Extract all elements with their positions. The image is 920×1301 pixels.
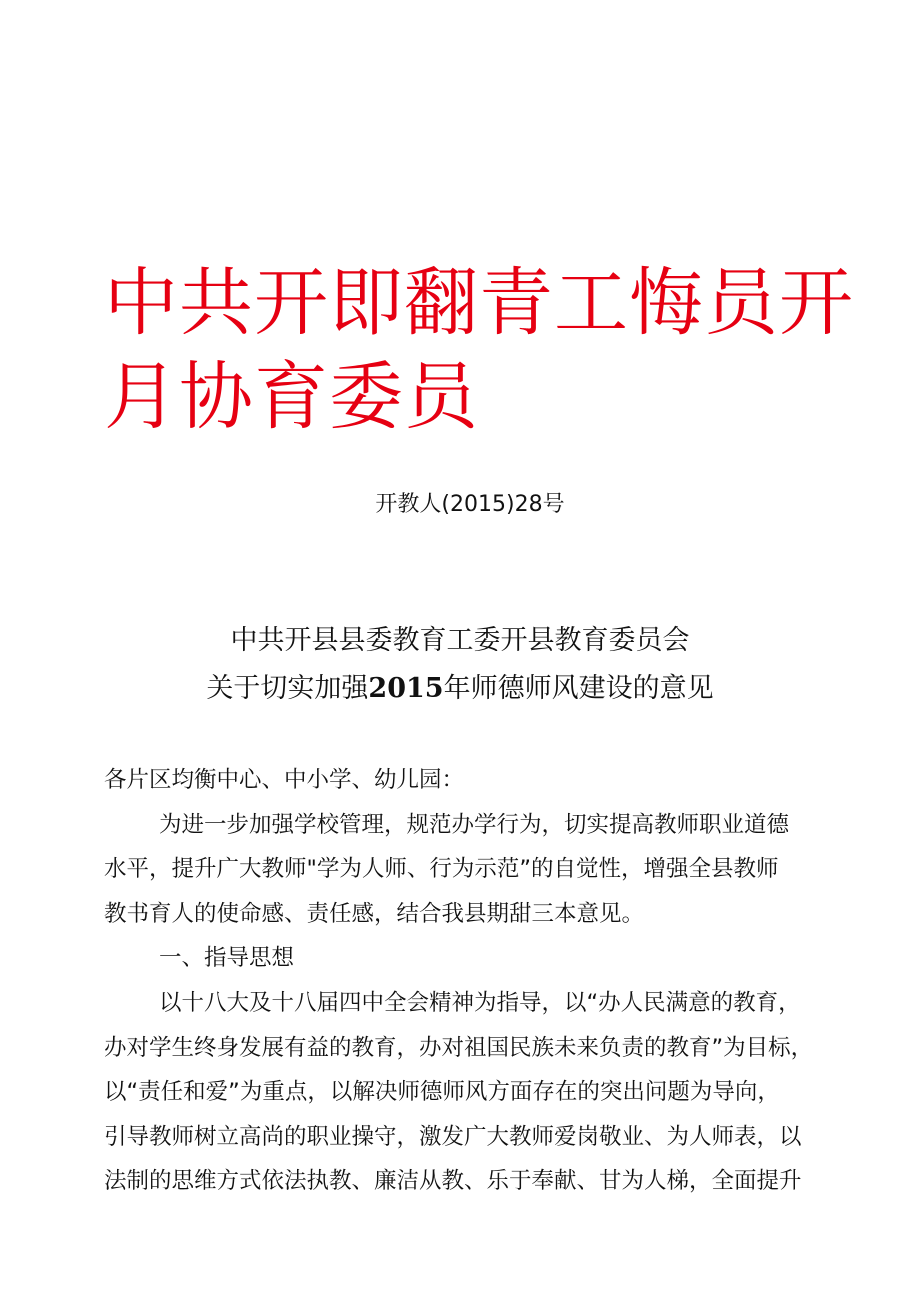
letterhead-line-1: 中共开即翻青工悔员开 [104,260,854,346]
paragraph-line: 以十八大及十八届四中全会精神为指导，以“办人民满意的教育， [159,989,801,1016]
document-body [104,758,824,1204]
paragraph-line: 为进一步加强学校管理，规范办学行为，切实提高教师职业道德 [159,811,790,838]
paragraph-line: 引导教师树立高尚的职业操守，激发广大教师爱岗敬业、为人师表，以 [104,1123,802,1150]
document-title [0,617,920,713]
title-line-2-prefix: 关于切实加强 [206,673,369,704]
letterhead-line-2: 月协育委员 [104,354,479,440]
title-line-2 [0,665,920,713]
red-letterhead [104,256,854,444]
section-heading: 一、指导思想 [159,945,295,972]
paragraph-line: 办对学生终身发展有益的教育，办对祖国民族未来负责的教育”为目标， [104,1034,814,1061]
paragraph-line: 法制的思维方式依法执教、廉洁从教、乐于奉献、甘为人梯，全面提升 [104,1168,802,1195]
title-year: 2015 [368,673,444,704]
paragraph-line: 教书育人的使命感、责任感，结合我县期甜三本意见。 [104,900,645,927]
title-line-2-suffix: 年师德师风建设的意见 [443,673,714,704]
title-line-1: 中共开县县委教育工委开县教育委员会 [230,625,690,656]
paragraph-line: 水平，提升广大教师"学为人师、行为示范”的自觉性，增强全县教师 [104,856,779,883]
document-number: 开教人(2015)28号 [375,492,565,517]
paragraph-line: 以“责任和爱”为重点，以解决师德师风方面存在的突出问题为导向， [104,1079,780,1106]
salutation: 各片区均衡中心、中小学、幼儿园： [104,767,465,793]
